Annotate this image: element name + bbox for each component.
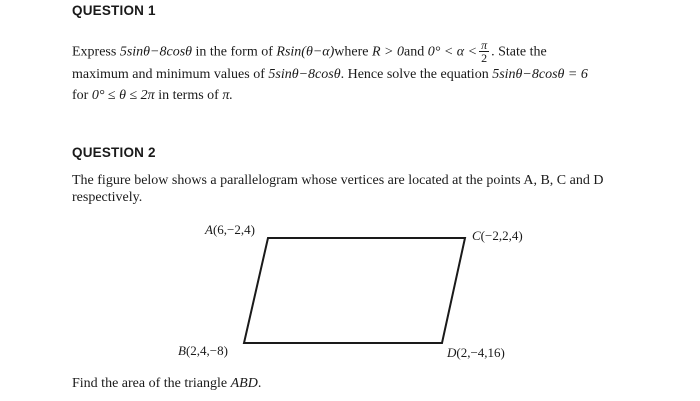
target-form: Rsin(θ−α): [276, 44, 335, 60]
question-2-closing: [72, 376, 261, 392]
text-hence: . Hence solve the equation: [340, 67, 489, 82]
text-where: where: [334, 44, 369, 60]
condition-alpha: 0° < α <: [427, 44, 478, 60]
closing-text: Find the area of the triangle: [72, 376, 228, 391]
fraction-numerator: π: [481, 38, 488, 52]
question-2-heading: QUESTION 2: [72, 145, 156, 160]
condition-R: R > 0: [372, 44, 404, 60]
pi-symbol: π.: [222, 88, 233, 103]
parallelogram-shape: [244, 238, 465, 343]
text-max-min: maximum and minimum values of: [72, 67, 265, 82]
text-state: . State the: [491, 44, 547, 60]
text-and: and: [404, 44, 425, 60]
expression: 5sinθ−8cosθ: [119, 44, 193, 60]
vertex-label-c: C(−2,2,4): [472, 228, 523, 243]
text-in-terms: in terms of: [158, 88, 219, 103]
text-in-form: in the form of: [195, 44, 273, 60]
text-express: Express: [72, 44, 117, 60]
triangle-label: ABD: [230, 376, 258, 391]
vertex-label-b: B(2,4,−8): [178, 343, 228, 358]
fraction-denominator: 2: [481, 51, 488, 65]
theta-range: 0° ≤ θ ≤ 2π: [91, 88, 155, 103]
text-for: for: [72, 88, 89, 103]
vertex-label-a: A(6,−2,4): [205, 222, 255, 237]
question-1-heading: QUESTION 1: [72, 3, 156, 18]
vertex-label-d: D(2,−4,16): [447, 345, 505, 360]
question-2-paragraph: The figure below shows a parallelogram whose vertices are located at the points A, B, C and D respectively.: [72, 173, 604, 205]
expression-2: 5sinθ−8cosθ: [268, 67, 341, 82]
equation: 5sinθ−8cosθ = 6: [492, 67, 588, 82]
closing-period: .: [257, 376, 262, 391]
